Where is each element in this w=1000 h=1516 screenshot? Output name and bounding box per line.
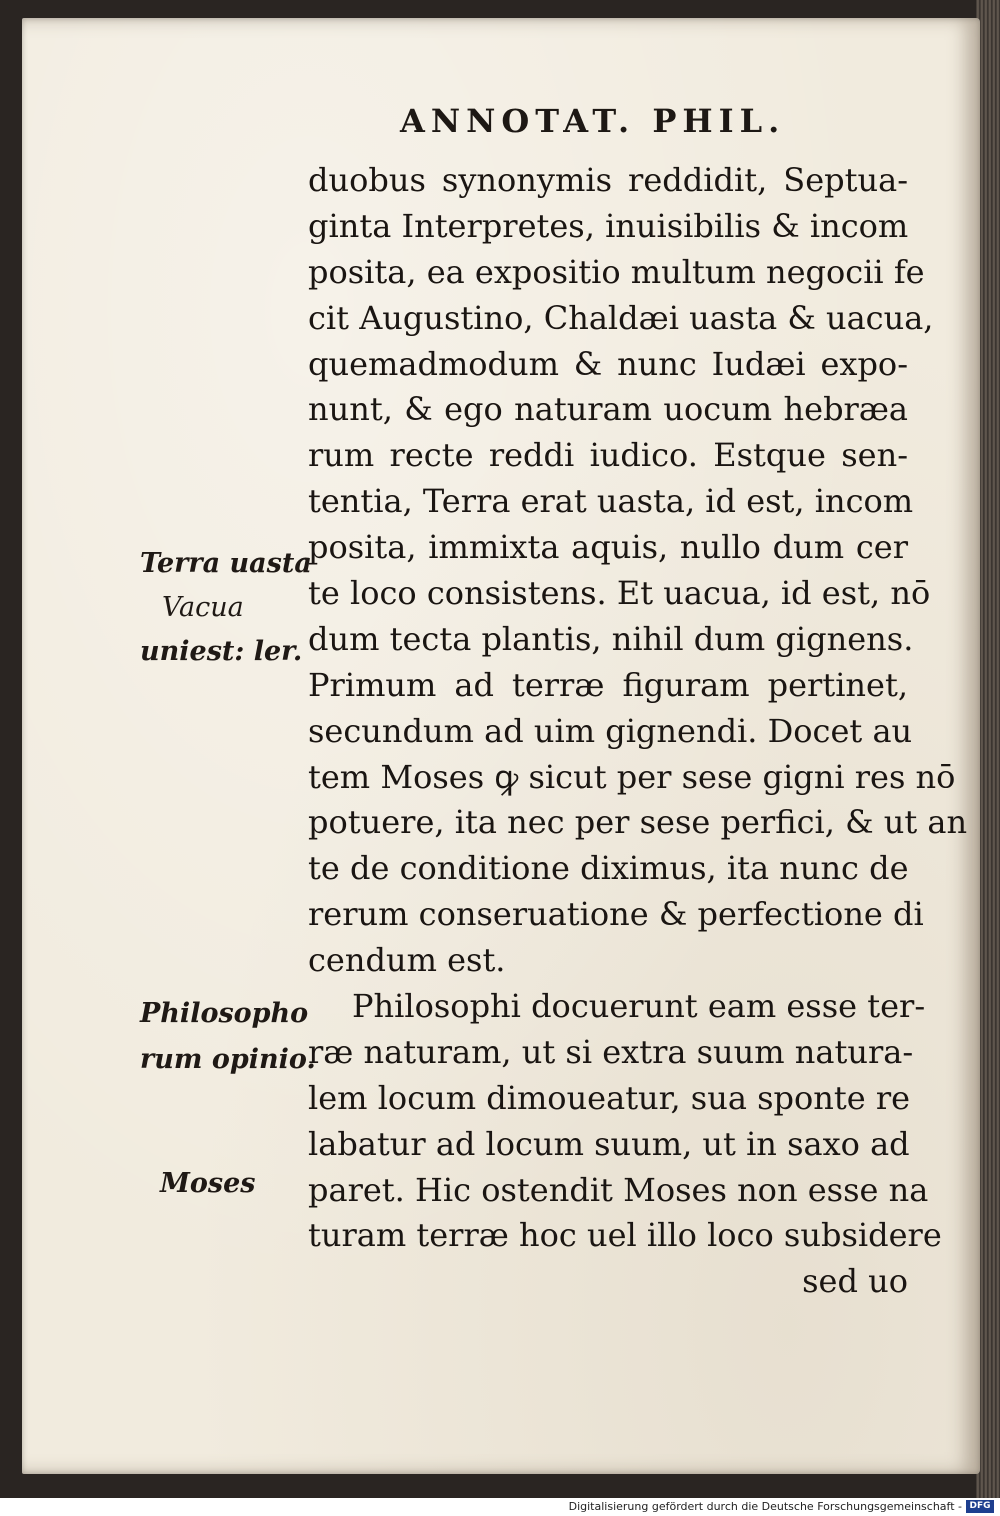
text-line: posita, immixta aquis, nullo dum cer — [308, 528, 908, 567]
text-line: cit Augustino, Chaldæi uasta & uacua, — [308, 298, 934, 337]
text-line: te loco consistens. Et uacua, id est, nō — [308, 574, 931, 613]
text-line: secundum ad uim gignendi. Docet au — [308, 711, 913, 750]
catchword: sed uo — [802, 1262, 908, 1301]
text-line: potuere, ita nec per sese perfici, & ut an — [308, 803, 968, 842]
text-line: Philosophi docuerunt eam esse ter- — [352, 987, 926, 1026]
text-line: tem Moses ꝙ sicut per sese gigni res nō — [308, 757, 956, 796]
text-line: te de conditione diximus, ita nunc de — [308, 849, 909, 888]
text-line: tentia, Terra erat uasta, id est, incom — [308, 482, 914, 521]
text-line: rerum conseruatione & perfectione di — [308, 895, 924, 934]
text-line: ginta Interpretes, inuisibilis & incom — [308, 206, 909, 245]
dfg-logo: DFG — [966, 1500, 994, 1513]
footer-bar — [0, 1498, 1000, 1516]
text-line: lem locum dimoueatur, sua sponte re — [308, 1078, 911, 1117]
text-line: labatur ad locum suum, ut in saxo ad — [308, 1124, 910, 1163]
text-line: cendum est. — [308, 941, 506, 980]
margin-note: uniest: ler. — [140, 636, 303, 667]
margin-note: Moses — [160, 1168, 256, 1199]
text-line: Primum ad terræ figuram pertinet, — [308, 665, 908, 704]
margin-note: Terra uasta — [140, 548, 312, 579]
text-line: ræ naturam, ut si extra suum natura- — [308, 1032, 914, 1071]
footer-credit: Digitalisierung gefördert durch die Deutsche Forschungsgemeinschaft - — [568, 1500, 962, 1513]
text-line: turam terræ hoc uel illo loco subsidere — [308, 1216, 942, 1255]
text-line: posita, ea expositio multum negocii fe — [308, 252, 925, 291]
text-line: quemadmodum & nunc Iudæi expo- — [308, 344, 908, 383]
body-text — [308, 158, 968, 1305]
margin-note: Philosopho — [140, 998, 309, 1029]
text-line: nunt, & ego naturam uocum hebræa — [308, 390, 908, 429]
text-line: rum recte reddi iudico. Estque sen- — [308, 436, 908, 475]
text-line: dum tecta plantis, nihil dum gignens. — [308, 619, 914, 658]
text-line: duobus synonymis reddidit, Septua- — [308, 161, 908, 199]
margin-note: rum opinio. — [140, 1044, 316, 1075]
margin-note: Vacua — [162, 592, 244, 623]
running-head: ANNOTAT. PHIL. — [400, 102, 786, 140]
text-line: paret. Hic ostendit Moses non esse na — [308, 1170, 929, 1209]
